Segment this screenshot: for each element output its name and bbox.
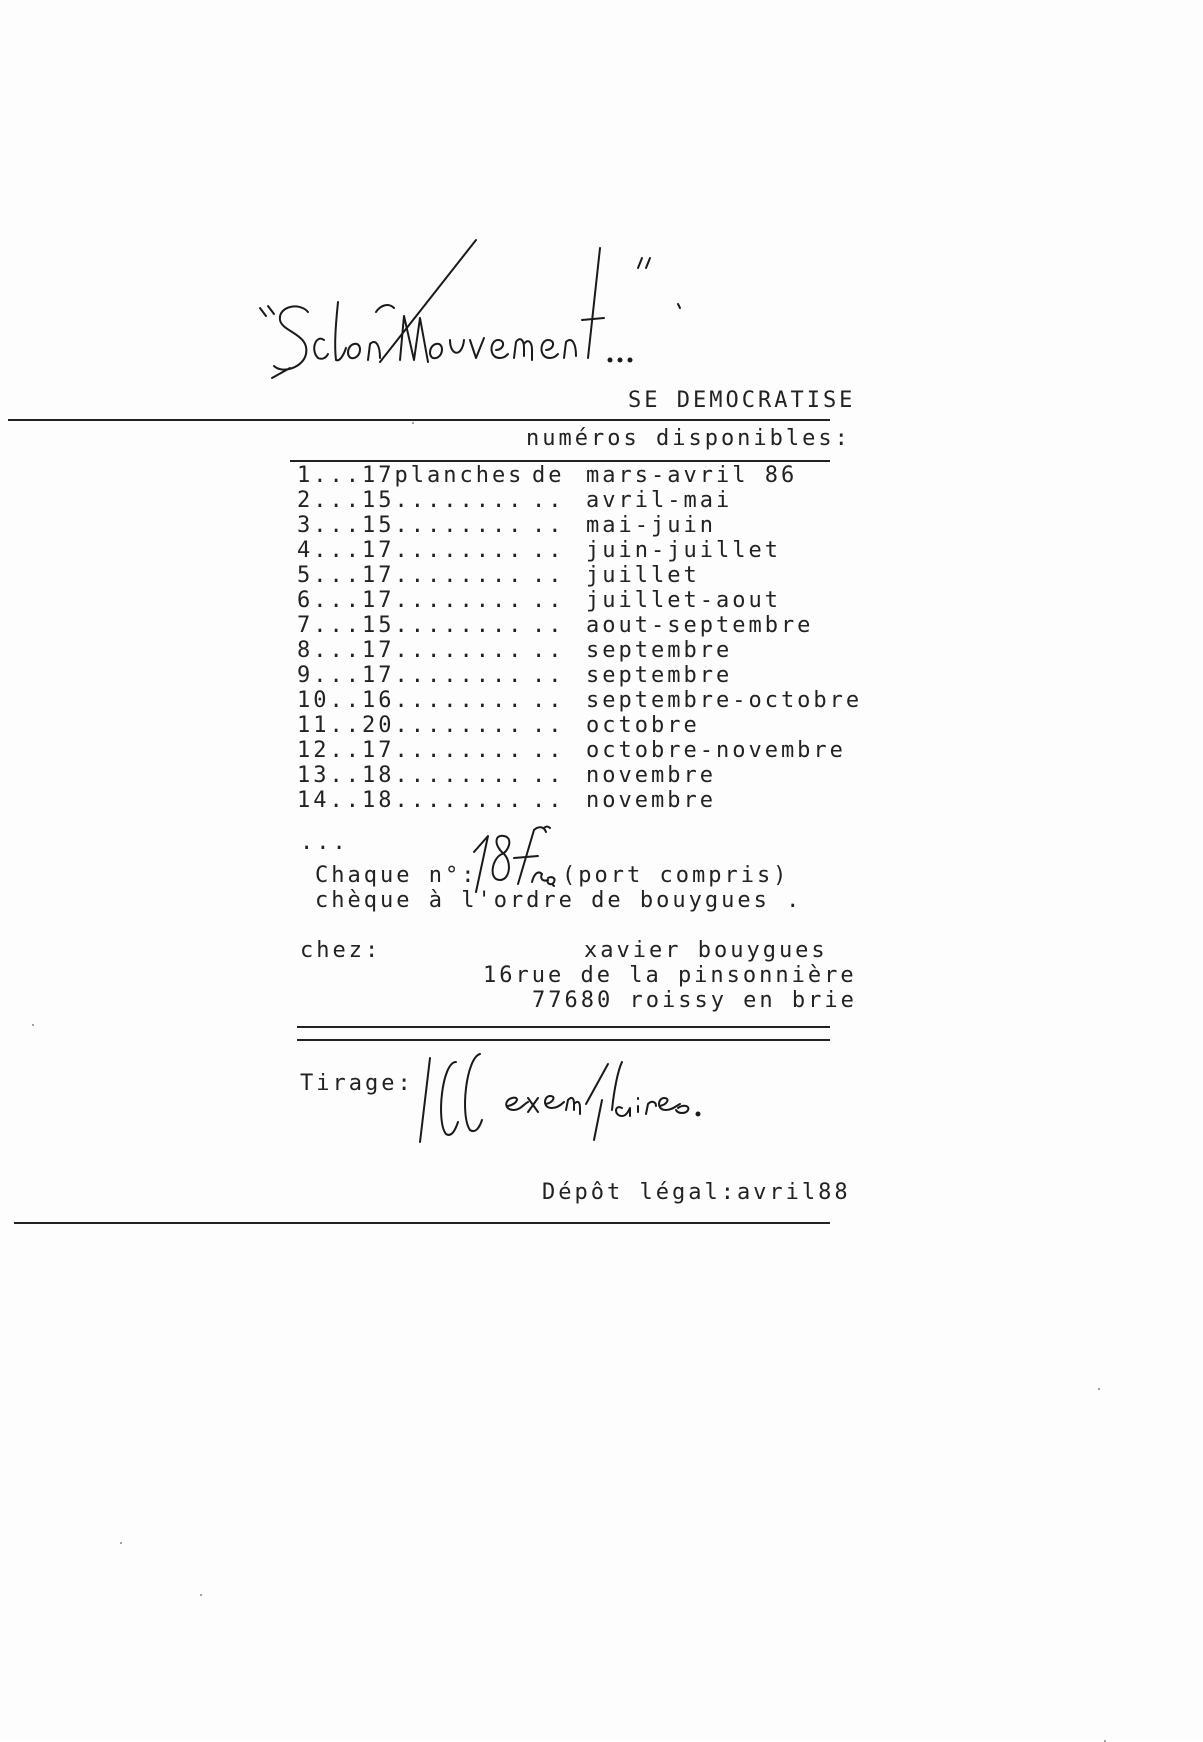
issue-period: septembre-octobre [586, 688, 863, 713]
address-street: 16rue de la pinsonnière [483, 963, 857, 988]
issue-separator: .. [532, 788, 565, 813]
issue-row [297, 713, 700, 738]
issue-count: 6...17........ [297, 588, 525, 613]
issue-separator: .. [532, 588, 565, 613]
depot-legal: Dépôt légal:avril88 [542, 1180, 851, 1205]
double-rule-top [297, 1026, 830, 1028]
issue-row [297, 638, 732, 663]
section-label: numéros disponibles: [526, 426, 851, 451]
issue-separator: .. [532, 513, 565, 538]
issue-period: septembre [586, 638, 733, 663]
issue-separator: .. [532, 488, 565, 513]
issue-row [297, 463, 797, 488]
subtitle: SE DEMOCRATISE [628, 388, 856, 413]
price-label: Chaque n°: [315, 863, 478, 888]
issue-count: 1...17planches [297, 463, 525, 488]
handwritten-title [258, 240, 698, 390]
address-city: 77680 roissy en brie [532, 988, 857, 1013]
handwritten-tirage [416, 1044, 746, 1144]
issue-period: octobre [586, 713, 700, 738]
issue-period: juillet [586, 563, 700, 588]
issue-row [297, 788, 716, 813]
issue-separator: .. [532, 538, 565, 563]
issue-count: 12..17........ [297, 738, 525, 763]
issue-separator: .. [532, 638, 565, 663]
issue-period: juin-juillet [586, 538, 781, 563]
issue-period: mai-juin [586, 513, 716, 538]
issue-period: novembre [586, 763, 716, 788]
issue-period: aout-septembre [586, 613, 814, 638]
issue-separator: .. [532, 738, 565, 763]
issue-count: 8...17........ [297, 638, 525, 663]
scan-speck [32, 1024, 34, 1026]
issue-count: 4...17........ [297, 538, 525, 563]
issue-row [297, 588, 781, 613]
issue-row [297, 663, 732, 688]
issue-separator: .. [532, 713, 565, 738]
list-rule [290, 460, 830, 462]
issue-period: octobre-novembre [586, 738, 846, 763]
issue-separator: .. [532, 563, 565, 588]
issue-count: 10..16........ [297, 688, 525, 713]
price-suffix: (port compris) [562, 863, 790, 888]
address-name: xavier bouygues [584, 938, 828, 963]
issue-count: 11..20........ [297, 713, 525, 738]
issue-period: mars-avril 86 [586, 463, 798, 488]
issue-count: 2...15........ [297, 488, 525, 513]
issue-count: 14..18........ [297, 788, 525, 813]
cheque-line: chèque à l'ordre de bouygues . [315, 888, 803, 913]
top-rule [8, 419, 830, 421]
scan-speck [120, 1542, 122, 1544]
issue-count: 7...15........ [297, 613, 525, 638]
issue-row [297, 763, 716, 788]
issue-row [297, 613, 813, 638]
issue-row [297, 488, 732, 513]
issue-separator: .. [532, 613, 565, 638]
issue-separator: .. [532, 663, 565, 688]
issue-separator: .. [532, 688, 565, 713]
address-label: chez: [300, 938, 382, 963]
issue-row [297, 738, 846, 763]
scan-speck [1098, 1388, 1100, 1390]
double-rule-bottom [297, 1039, 830, 1041]
issue-period: septembre [586, 663, 733, 688]
issue-period: avril-mai [586, 488, 733, 513]
scan-speck [200, 1594, 202, 1596]
issue-period: juillet-aout [586, 588, 781, 613]
handwritten-price [470, 824, 560, 894]
scan-speck [412, 422, 414, 424]
issue-row [297, 688, 862, 713]
issue-row [297, 538, 781, 563]
bottom-rule [14, 1222, 830, 1224]
issue-period: novembre [586, 788, 716, 813]
issue-count: 5...17........ [297, 563, 525, 588]
issue-row [297, 513, 716, 538]
issue-separator: de [532, 463, 565, 488]
tirage-label: Tirage: [300, 1071, 414, 1096]
issue-row [297, 563, 700, 588]
issue-count: 9...17........ [297, 663, 525, 688]
issue-count: 3...15........ [297, 513, 525, 538]
issue-count: 13..18........ [297, 763, 525, 788]
issue-separator: .. [532, 763, 565, 788]
list-ellipsis: ... [300, 830, 349, 855]
